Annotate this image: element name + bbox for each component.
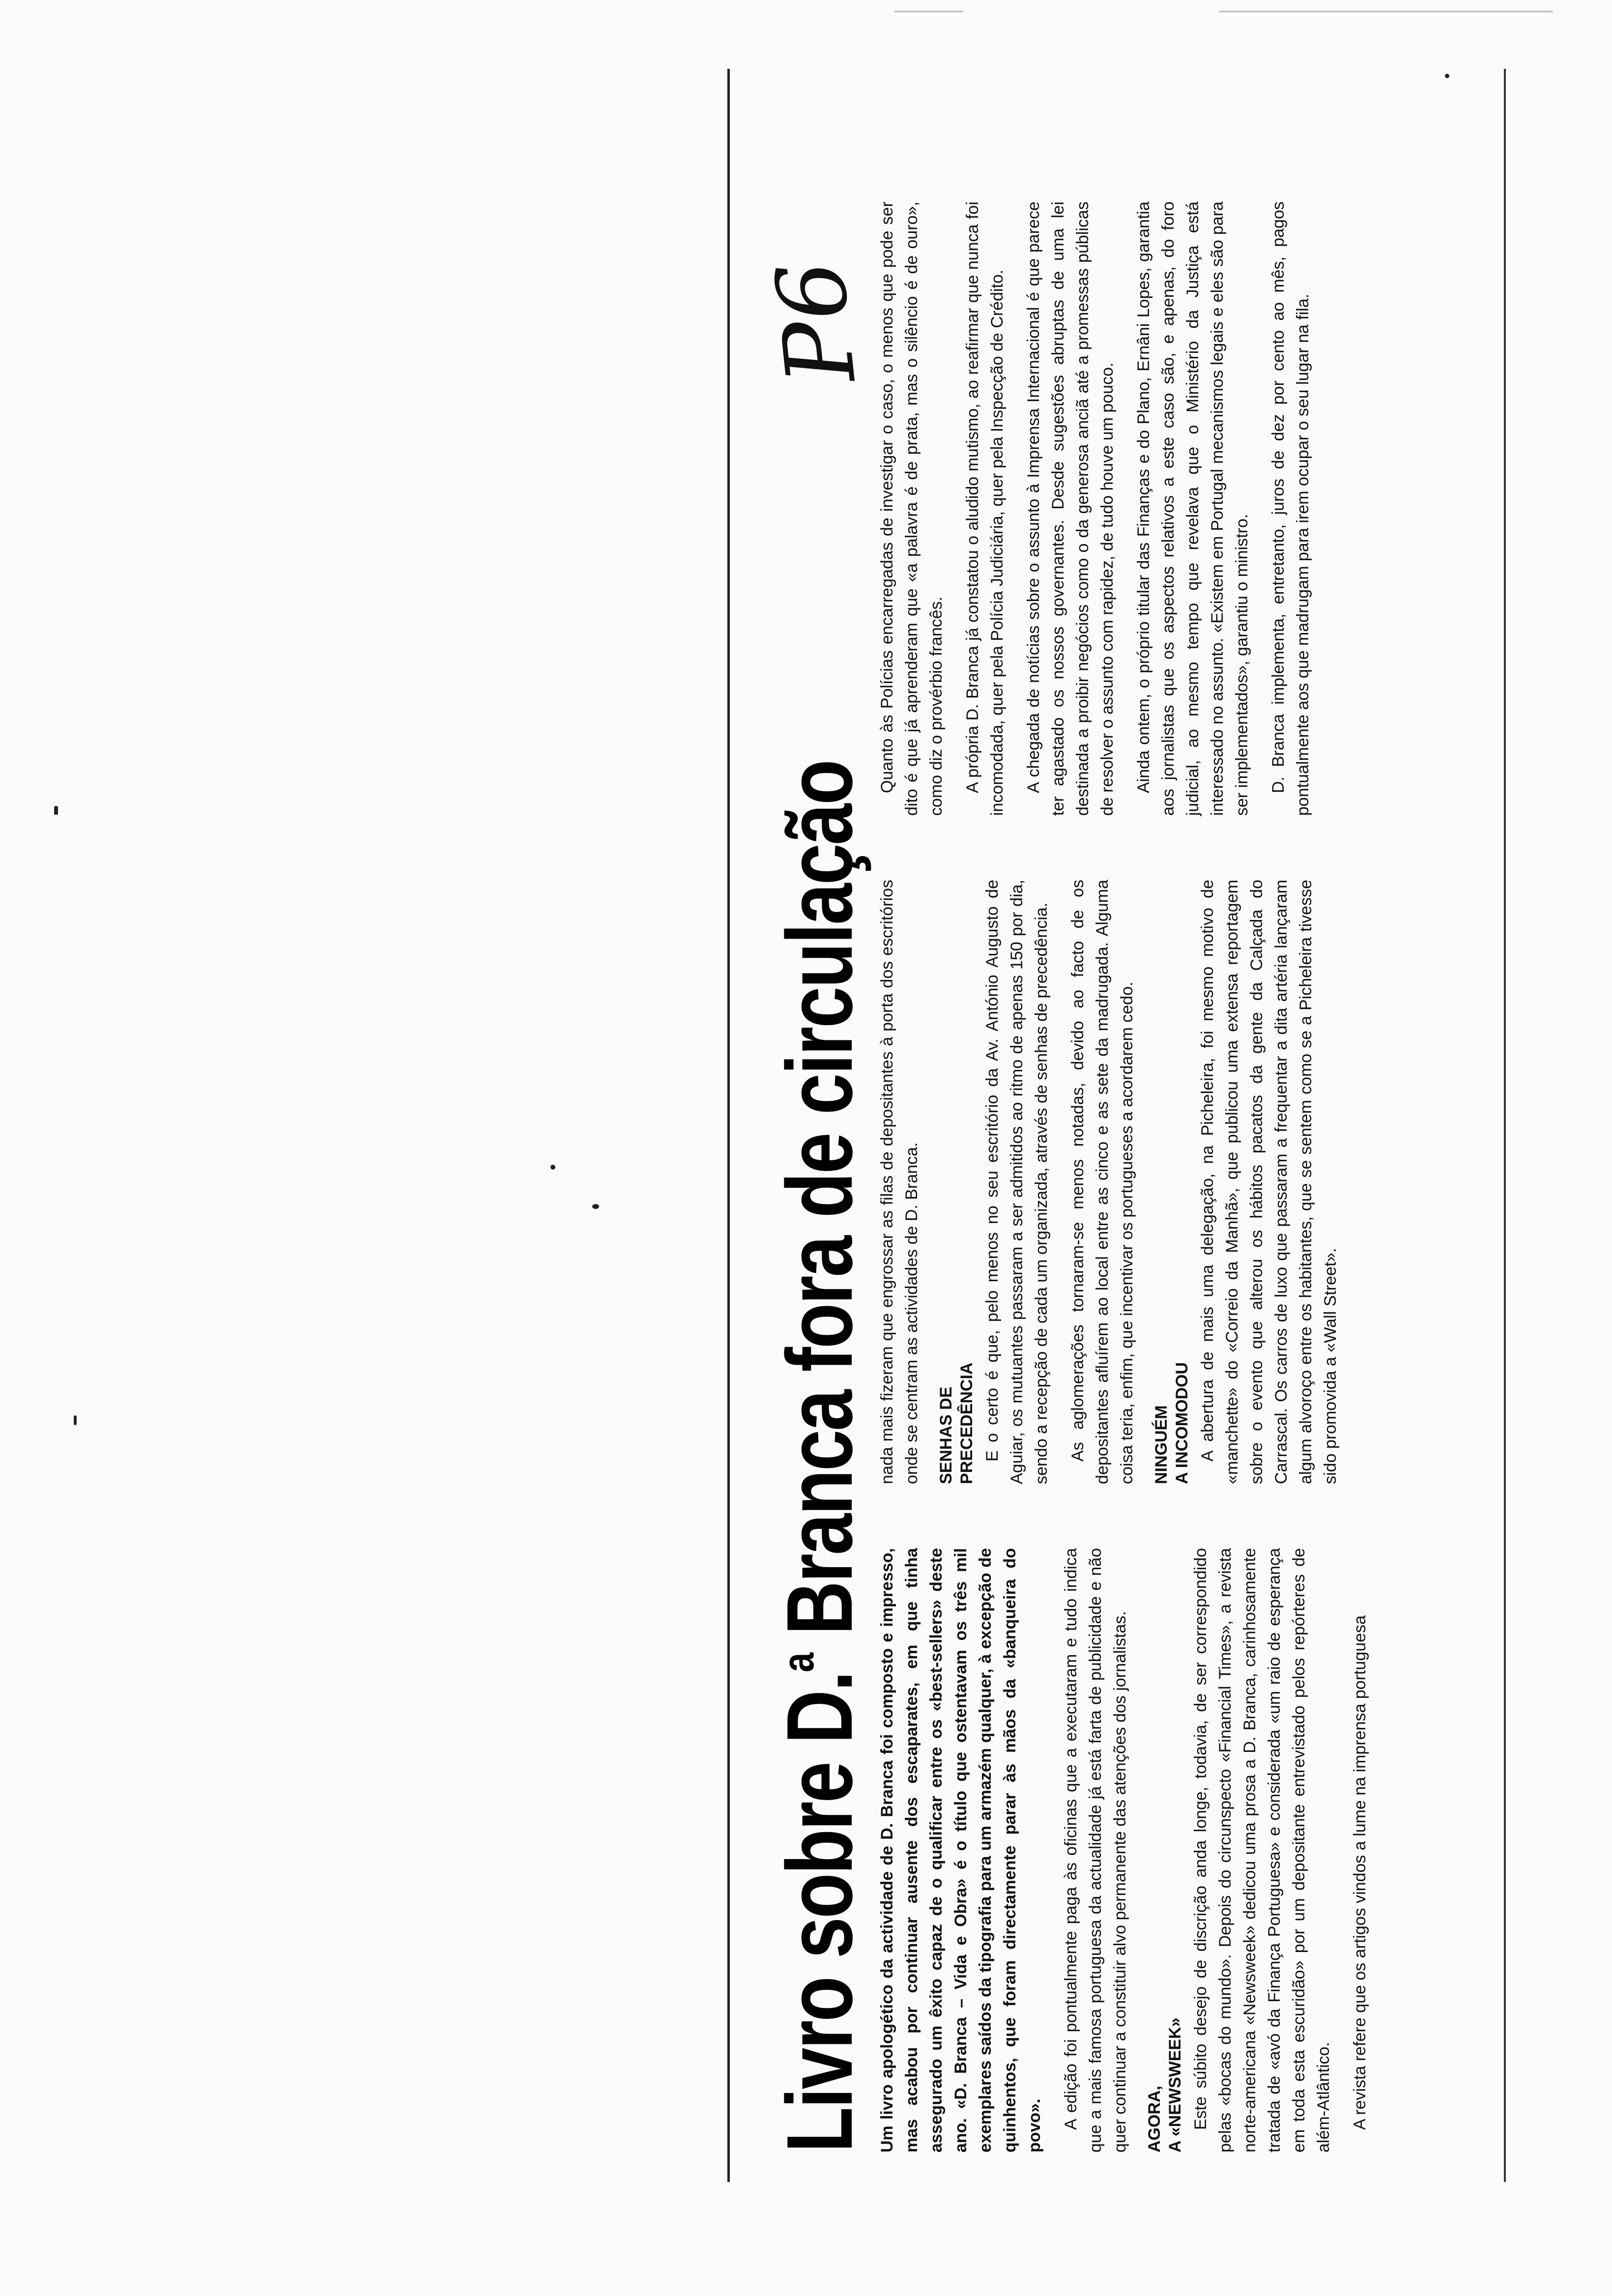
scan-edge-line <box>1219 11 1553 12</box>
subheading-line: PRECEDÊNCIA <box>957 1362 976 1484</box>
paragraph: D. Branca implementa, entretanto, juros de dez por cento ao mês, pagos pontualmente aos que madrugam para irem ocupar o seu lugar na fila. <box>1269 201 1312 816</box>
paragraph: A própria D. Branca já constatou o aludido mutismo, ao reafirmar que nunca foi incomodada, quer pela Polícia Judiciária, quer pela Inspecção de Crédito. <box>963 201 1007 816</box>
headline <box>747 761 871 2152</box>
dust-speck <box>550 1165 555 1170</box>
handwritten-mark: P6 <box>755 256 877 389</box>
paragraph: A abertura de mais uma delegação, na Picheleira, foi mesmo motivo de «manchette» do «Correio da Manhã», que publicou uma extensa reportagem sobre o evento que alterou os hábitos pacatos da gente da Calçada do Carrascal. Os carros de luxo que passaram a frequentar a dita artéria lançaram algum alvoroço entre os habitantes, que se sentem como se a Picheleira tivesse sido promovida a «Wall Street». <box>1198 880 1340 1484</box>
headline-superscript: a <box>774 1654 823 1672</box>
bottom-rule <box>1504 69 1506 2182</box>
paragraph: Ainda ontem, o próprio titular das Finanças e do Plano, Ernâni Lopes, garantia aos jornalistas que os aspectos relativos a este caso são, e apenas, do foro judicial, ao mesmo tempo que revelava que o Ministério da Justiça está interessado no assunto. «Existem em Portugal mecanismos legais e eles são para ser implementados», garantiu o ministro. <box>1134 201 1251 816</box>
article-column-3 <box>875 201 1494 816</box>
subheading-line: A «NEWSWEEK» <box>1166 2017 1184 2152</box>
article-column-2 <box>875 880 1494 1484</box>
paragraph: Este súbito desejo de discrição anda longe, todavia, de ser correspondido pelas «bocas do mundo». Depois do circunspecto «Financial Times», a revista norte-americana «Newsweek» dedicou uma prosa a D. Branca, carinhosamente tratada de «avó da Finança Portuguesa» e considerada «um raio de esperança em toda esta escuridão» por um depositante entrevistado pelos repórteres de além-Atlântico. <box>1191 1548 1333 2152</box>
newspaper-clipping <box>727 69 1514 2182</box>
dust-speck <box>74 1415 77 1425</box>
headline-part2: Branca fora de circulação <box>768 761 872 1635</box>
top-rule <box>727 69 730 2182</box>
lead-paragraph: Um livro apologético da actividade de D. Branca foi composto e impresso, mas acabou por continuar ausente dos escaparates, em que tinha assegurado um êxito capaz de o qualificar entre os «best-sellers» deste ano. «D. Branca – Vida e Obra» é o título que ostentavam os três mil exemplares saídos da tipografia para um armazém qualquer, à excepção de quinhentos, que foram directamente parar às mãos da «banqueira do povo». <box>878 1548 1044 2152</box>
paragraph: A edição foi pontualmente paga às oficinas que a executaram e tudo indica que a mais famosa portuguesa da actualidade já está farta de publicidade e não quer continuar a constituir alvo permanente das atenções dos jornalistas. <box>1062 1548 1129 2152</box>
subheading <box>1151 880 1192 1484</box>
dust-speck <box>592 1204 599 1209</box>
scan-edge-line <box>894 11 963 12</box>
article-column-1 <box>875 1548 1494 2152</box>
subheading <box>936 880 977 1484</box>
paragraph: A revista refere que os artigos vindos a lume na imprensa portuguesa <box>1351 1615 1369 2130</box>
paragraph: nada mais fizeram que engrossar as filas de depositantes à porta dos escritórios onde se centram as actividades de D. Branca. <box>878 880 921 1484</box>
subheading-line: A INCOMODOU <box>1173 1362 1191 1484</box>
subheading-line: NINGUÉM <box>1152 1405 1171 1484</box>
paragraph: Quanto às Polícias encarregadas de investigar o caso, o menos que pode ser dito é que já aprenderam que «a palavra é de prata, mas o silêncio é de ouro», como diz o provérbio francês. <box>878 201 946 816</box>
headline-part1: Livro sobre D. <box>768 1672 872 2152</box>
subheading-line: AGORA, <box>1145 2086 1164 2152</box>
paragraph: As aglomerações tornaram-se menos notadas, devido ao facto de os depositantes afluírem ao local entre as cinco e as sete da madrugada. Alguma coisa teria, enfim, que incentivar os portugueses a acordarem cedo. <box>1068 880 1136 1484</box>
subheading <box>1144 1548 1185 2152</box>
subheading-line: SENHAS DE <box>937 1386 955 1484</box>
dust-speck <box>54 806 58 815</box>
paragraph: A chegada de notícias sobre o assunto à Imprensa Internacional é que parece ter agastado os nossos governantes. Desde sugestões abruptas de uma lei destinada a proibir negócios como o da generosa anciã até a promessas públicas de resolver o assunto com rapidez, de tudo houve um pouco. <box>1024 201 1117 816</box>
paragraph: E o certo é que, pelo menos no seu escritório da Av. António Augusto de Aguiar, os mutuantes passaram a ser admitidos ao ritmo de apenas 150 por dia, sendo a recepção de cada um organizada, através de senhas de precedência. <box>983 880 1051 1484</box>
